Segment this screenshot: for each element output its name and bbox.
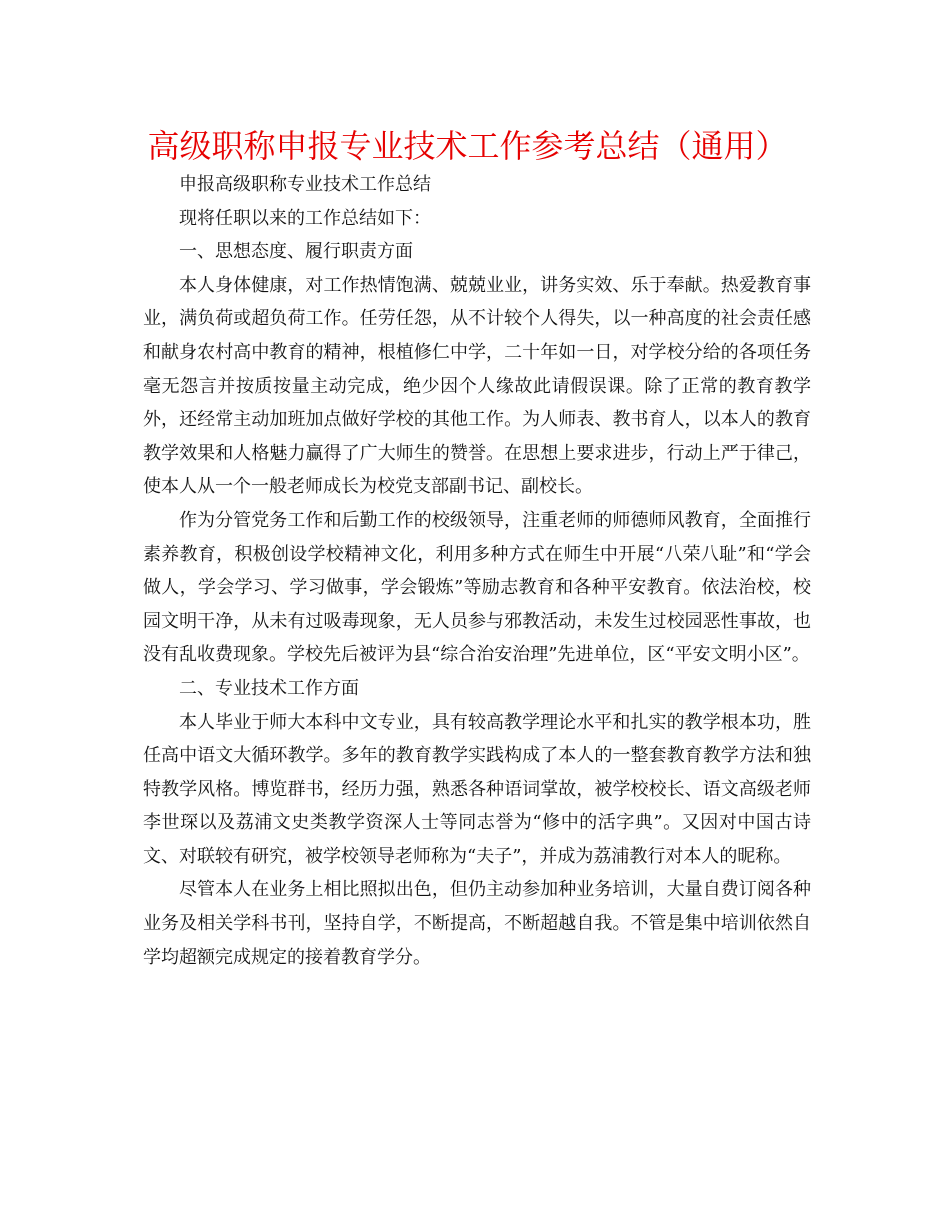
body-paragraph: 本人毕业于师大本科中文专业，具有较高教学理论水平和扎实的教学根本功，胜任高中语文大循环教学。多年的教育教学实践构成了本人的一整套教育教学方法和独特教学风格。博览群书，经历力强，熟悉各种语词掌故，被学校校长、语文高级老师李世琛以及荔浦文史类教学资深人士等同志誉为“修中的活字典”。又因对中国古诗文、对联较有研究，被学校领导老师称为“夫子”，并成为荔浦教行对本人的昵称。 (143, 711, 811, 867)
body-paragraph: 作为分管党务工作和后勤工作的校级领导，注重老师的师德师风教育，全面推行素养教育，积极创设学校精神文化，利用多种方式在师生中开展“八荣八耻”和“学会做人，学会学习、学习做事，学会锻炼”等励志教育和各种平安教育。依法治校，校园文明干净，从未有过吸毒现象，无人员参与邪教活动，未发生过校园恶性事故，也没有乱收费现象。学校先后被评为县“综合治安治理”先进单位，区“平安文明小区”。 (143, 509, 811, 666)
document-body (143, 168, 811, 974)
subtitle-paragraph: 申报高级职称专业技术工作总结 (179, 174, 431, 195)
intro-paragraph: 现将任职以来的工作总结如下： (179, 207, 431, 229)
document-title: 高级职称申报专业技术工作参考总结（通用） (147, 127, 788, 165)
section-heading-ideology: 一、思想态度、履行职责方面 (179, 241, 413, 263)
body-paragraph: 本人身体健康，对工作热情饱满、兢兢业业，讲务实效、乐于奉献。热爱教育事业，满负荷或超负荷工作。任劳任怨，从不计较个人得失，以一种高度的社会责任感和献身农村高中教育的精神，根植修仁中学，二十年如一日，对学校分给的各项任务毫无怨言并按质按量主动完成，绝少因个人缘故此请假误课。除了正常的教育教学外，还经常主动加班加点做好学校的其他工作。为人师表、教书育人，以本人的教育教学效果和人格魅力赢得了广大师生的赞誉。在思想上要求进步，行动上严于律己，使本人从一个一般老师成长为校党支部副书记、副校长。 (143, 274, 811, 498)
section-heading-technical: 二、专业技术工作方面 (179, 677, 359, 699)
body-paragraph: 尽管本人在业务上相比照拟出色，但仍主动参加种业务培训，大量自费订阅各种业务及相关学科书刊，坚持自学，不断提高，不断超越自我。不管是集中培训依然自学均超额完成规定的接着教育学分。 (143, 879, 811, 968)
